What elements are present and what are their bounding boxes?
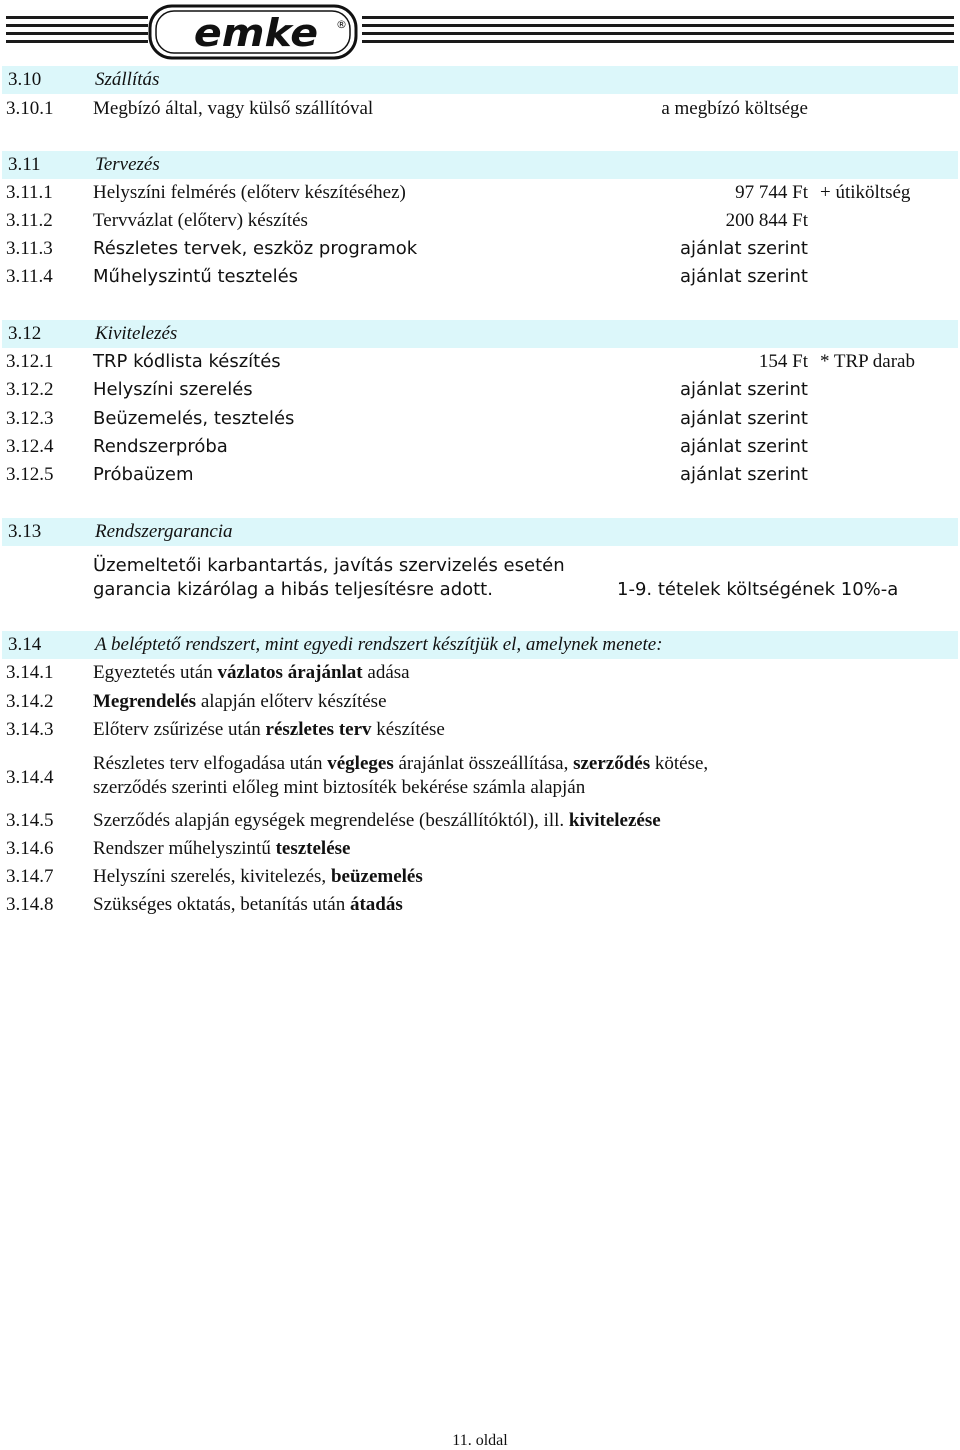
item-number: 3.12.2: [6, 379, 54, 400]
item-number: 3.11.1: [6, 182, 53, 203]
item-text: Próbaüzem: [93, 464, 194, 485]
item-note: + útiköltség: [820, 182, 911, 203]
item-text-bold: vázlatos árajánlat: [217, 662, 363, 683]
item-text: készítése: [371, 719, 445, 740]
item-text: Szükséges oktatás, betanítás után: [93, 894, 350, 915]
logo-band: [0, 0, 960, 62]
section-header-3-13: [2, 518, 958, 546]
logo-stripe: [6, 40, 148, 43]
item-note: * TRP darab: [820, 351, 915, 372]
list-item: [0, 263, 960, 291]
item-text-bold: végleges: [327, 753, 394, 774]
warranty-line-1: Üzemeltetői karbantartás, javítás szervizelés esetén: [93, 555, 565, 576]
list-item: [0, 376, 960, 404]
logo-stripe: [362, 16, 954, 19]
item-text: Részletes tervek, eszköz programok: [93, 238, 418, 259]
list-item: [0, 659, 960, 687]
section-title: Kivitelezés: [95, 323, 178, 344]
section-title: A beléptető rendszert, mint egyedi rendszert készítjük el, amelynek menete:: [95, 634, 663, 655]
item-text-bold: szerződés: [573, 753, 651, 774]
logo-stripe: [6, 24, 148, 27]
item-number: 3.11.3: [6, 238, 53, 259]
item-text: Részletes terv elfogadása után: [93, 753, 328, 774]
list-item: [0, 716, 960, 744]
warranty-line-2: garancia kizárólag a hibás teljesítésre adott.: [93, 579, 493, 600]
warranty-block: [0, 554, 960, 606]
item-value: ajánlat szerint: [679, 464, 808, 485]
item-text: TRP kódlista készítés: [93, 351, 281, 372]
item-text: Egyeztetés után: [93, 662, 218, 683]
item-number: 3.14.6: [6, 838, 54, 859]
item-text-bold: beüzemelés: [330, 866, 423, 887]
item-text: Szerződés alapján egységek megrendelése (beszállítóktól), ill.: [93, 810, 569, 831]
item-text: alapján előterv készítése: [196, 691, 387, 712]
item-text: Előterv zsűrizése után: [93, 719, 266, 740]
item-number: 3.11.2: [6, 210, 53, 231]
list-item: [0, 863, 960, 891]
logo-text: emke: [193, 11, 319, 56]
item-number: 3.10.1: [6, 98, 54, 119]
list-item: [0, 835, 960, 863]
item-text: Beüzemelés, tesztelés: [93, 408, 295, 429]
list-item: [0, 348, 960, 376]
section-header-3-14: [2, 631, 958, 659]
logo-stripe: [6, 32, 148, 35]
item-number: 3.14.4: [6, 767, 54, 788]
item-number: 3.12.5: [6, 464, 54, 485]
item-text-bold: kivitelezése: [568, 810, 661, 831]
item-value: a megbízó költsége: [661, 98, 808, 119]
logo-stripe: [362, 40, 954, 43]
item-text: Megbízó által, vagy külső szállítóval: [93, 98, 374, 119]
item-text: Tervvázlat (előterv) készítés: [93, 210, 308, 231]
item-text: árajánlat összeállítása,: [393, 753, 574, 774]
logo-stripe: [362, 32, 954, 35]
item-text: adása: [362, 662, 410, 683]
item-text: Rendszer műhelyszintű: [93, 838, 276, 859]
item-number: 3.12.1: [6, 351, 54, 372]
registered-mark: ®: [336, 18, 347, 31]
item-number: 3.14.5: [6, 810, 54, 831]
section-number: 3.10: [8, 69, 42, 90]
section-number: 3.12: [8, 323, 42, 344]
list-item: [0, 688, 960, 716]
item-value: ajánlat szerint: [679, 436, 808, 457]
list-item: [0, 235, 960, 263]
section-title: Rendszergarancia: [95, 521, 233, 542]
list-item: [0, 891, 960, 919]
item-text: Rendszerpróba: [93, 436, 228, 457]
item-text: Helyszíni felmérés (előterv készítéséhez): [93, 182, 406, 203]
item-number: 3.14.1: [6, 662, 54, 683]
list-item: [0, 433, 960, 461]
item-value: ajánlat szerint: [679, 379, 808, 400]
item-text-bold: átadás: [349, 894, 403, 915]
item-value: ajánlat szerint: [679, 238, 808, 259]
item-number: 3.14.8: [6, 894, 54, 915]
section-header-3-12: [2, 320, 958, 348]
item-number: 3.14.2: [6, 691, 54, 712]
section-header-3-10: [2, 66, 958, 94]
list-item: [0, 179, 960, 207]
item-value: ajánlat szerint: [679, 266, 808, 287]
item-text: Műhelyszintű tesztelés: [93, 266, 299, 287]
section-number: 3.13: [8, 521, 42, 542]
list-item: [0, 752, 960, 802]
item-number: 3.14.7: [6, 866, 54, 887]
section-title: Tervezés: [95, 154, 160, 175]
list-item: [0, 405, 960, 433]
item-text-bold: részletes terv: [265, 719, 372, 740]
emke-logo: [148, 4, 358, 60]
section-number: 3.11: [8, 154, 41, 175]
section-header-3-11: [2, 151, 958, 179]
warranty-value: 1-9. tételek költségének 10%-a: [617, 579, 899, 600]
logo-stripe: [6, 16, 148, 19]
item-text: szerződés szerinti előleg mint biztosíték bekérése számla alapján: [93, 777, 586, 798]
item-text-bold: Megrendelés: [93, 691, 197, 712]
list-item: [0, 461, 960, 489]
list-item: [0, 207, 960, 235]
item-number: 3.14.3: [6, 719, 54, 740]
logo-stripe: [362, 24, 954, 27]
item-text: Helyszíni szerelés: [93, 379, 253, 400]
item-text: kötése,: [650, 753, 709, 774]
section-title: Szállítás: [95, 69, 160, 90]
list-item: [0, 95, 960, 123]
page-number: 11. oldal: [452, 1432, 508, 1449]
item-number: 3.11.4: [6, 266, 53, 287]
item-text: Helyszíni szerelés, kivitelezés,: [93, 866, 331, 887]
item-value: ajánlat szerint: [679, 408, 808, 429]
section-number: 3.14: [8, 634, 42, 655]
item-number: 3.12.4: [6, 436, 54, 457]
item-number: 3.12.3: [6, 408, 54, 429]
item-value: 154 Ft: [758, 351, 808, 372]
list-item: [0, 807, 960, 835]
item-value: 97 744 Ft: [735, 182, 808, 203]
item-value: 200 844 Ft: [725, 210, 808, 231]
item-text-bold: tesztelése: [275, 838, 351, 859]
